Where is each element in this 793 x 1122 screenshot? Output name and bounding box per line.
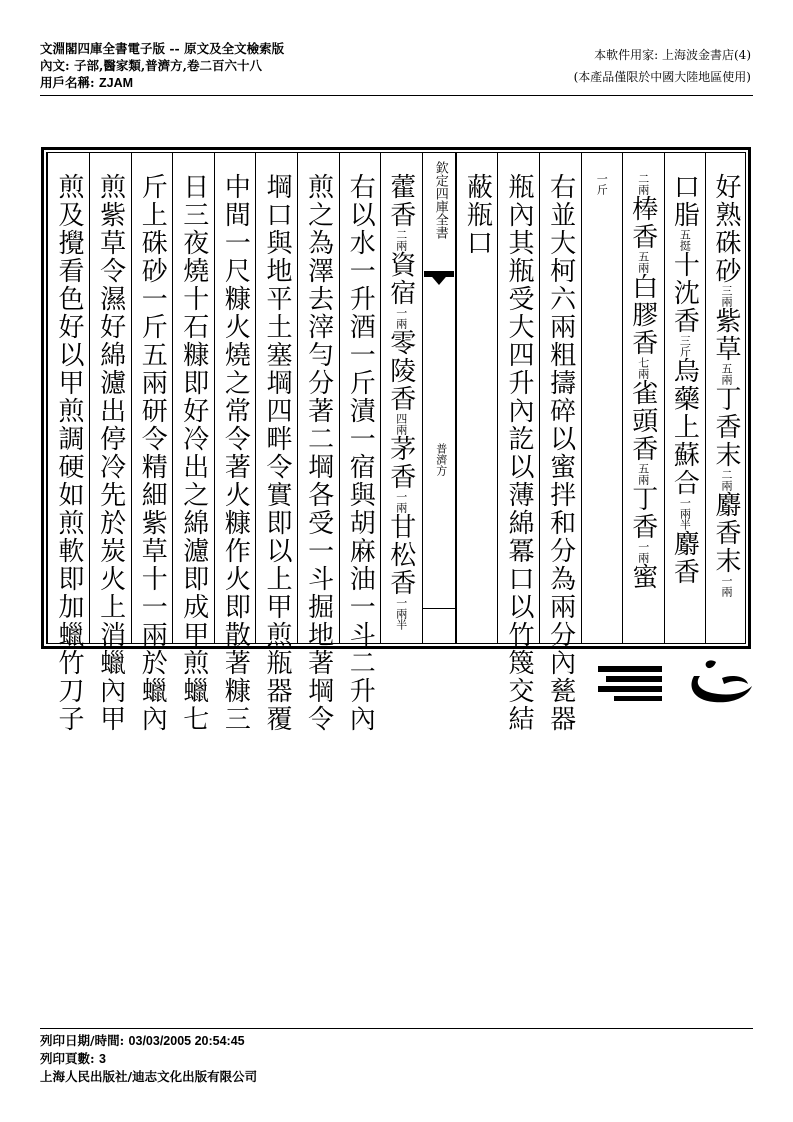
text-column: [456, 153, 498, 643]
header-divider: [40, 95, 753, 96]
main-text: 麝香: [669, 530, 700, 586]
main-text: 好熟硃砂: [710, 173, 741, 285]
column-text: [582, 173, 623, 195]
print-date-label: 列印日期/時間:: [40, 1033, 125, 1048]
text-column: [581, 153, 623, 643]
text-column: [339, 153, 381, 733]
text-column: [214, 153, 256, 733]
column-text: [132, 173, 173, 733]
licensee: 本軟件用家: 上海波金書店(4): [594, 48, 751, 62]
user-label: 用戶名稱:: [40, 75, 95, 90]
print-date: [40, 1032, 257, 1050]
annotation-text: 四兩: [394, 413, 408, 435]
main-text: 上蘇合: [669, 413, 700, 497]
main-text: 日三夜燒十石糠即好冷出之綿濾即成甲煎蠟七: [178, 173, 209, 733]
text-column: [297, 153, 339, 733]
text-column: [664, 153, 706, 643]
annotation-text: 二兩: [394, 229, 408, 251]
main-text: 雀頭香: [627, 379, 658, 463]
main-text: 丁香: [627, 485, 658, 541]
footer: [40, 1032, 257, 1086]
column-text: [665, 173, 706, 586]
print-date-value: 03/03/2005 20:54:45: [128, 1034, 245, 1048]
main-text: 斤上硃砂一斤五兩研令精細紫草十一兩於蠟內: [137, 173, 168, 733]
annotation-text: 二兩: [636, 173, 650, 195]
main-text: 紫草: [710, 307, 741, 363]
text-column: [497, 153, 539, 733]
main-text: 煎之為澤去滓勻分著二堈各受一斗掘地著堈令: [303, 173, 334, 733]
text-column: [539, 153, 581, 733]
annotation-text: 一兩: [636, 541, 650, 563]
column-text: [706, 173, 747, 597]
footer-divider: [40, 1028, 753, 1029]
main-text: 資宿: [385, 251, 416, 307]
column-text: [90, 173, 131, 733]
main-text: 十沈香: [669, 251, 700, 335]
text-column: [172, 153, 214, 733]
header-left: [40, 40, 284, 92]
page-frame: [41, 147, 751, 733]
text-area: [46, 152, 746, 733]
text-column: [131, 153, 173, 733]
column-text: [340, 173, 381, 733]
annotation-text: 三斤: [678, 335, 692, 357]
main-text: 中間一尺糠火燒之常令著火糠作火即散著糠三: [220, 173, 251, 733]
fish-tail-icon: [427, 271, 451, 285]
column-text: [256, 173, 297, 733]
main-text: 蔽瓶口: [462, 173, 493, 257]
annotation-text: 二兩: [719, 469, 733, 491]
spine-subtitle: 普濟方: [434, 443, 448, 476]
column-text: [48, 173, 89, 733]
annotation-text: 一兩: [394, 491, 408, 513]
spine-title: 欽定四庫全書: [432, 161, 448, 239]
text-column: [255, 153, 297, 733]
spine-divider: [423, 608, 455, 609]
main-text: 藿香: [385, 173, 416, 229]
annotation-text: 七兩: [636, 357, 650, 379]
text-column: [622, 153, 664, 643]
restriction-note: (本產品僅限於中國大陸地區使用): [573, 70, 751, 84]
print-pages: [40, 1050, 257, 1068]
main-text: 茅香: [385, 435, 416, 491]
annotation-text: 五兩: [719, 363, 733, 385]
column-text: [173, 173, 214, 733]
annotation-text: 五兩: [636, 251, 650, 273]
annotation-text: 一兩: [394, 307, 408, 329]
main-text: 瓶內其瓶受大四升內訖以薄綿冪口以竹篾交結: [503, 173, 534, 733]
text-column: [380, 153, 422, 643]
main-text: 棒香: [627, 195, 658, 251]
main-text: 堈口與地平土塞堈四畔令實即以上甲煎瓶器覆: [261, 173, 292, 733]
print-pages-value: 3: [98, 1052, 106, 1066]
main-text: 蜜: [627, 563, 658, 591]
text-column: [705, 153, 747, 643]
main-text: 白膠香: [627, 273, 658, 357]
main-text: 右並大柯六兩粗擣碎以蜜拌和分為兩分內甆器: [545, 173, 576, 733]
main-text: 煎及攪看色好以甲煎調硬如煎軟即加蠟竹刀子: [53, 173, 84, 733]
column-text: [498, 173, 539, 733]
main-text: 零陵香: [385, 329, 416, 413]
main-text: 煎紫草令濕好綿濾出停冷先於炭火上消蠟內甲: [95, 173, 126, 733]
column-text: [298, 173, 339, 733]
main-text: 甘松香: [385, 513, 416, 597]
header-content-path: 內文: 子部,醫家類,普濟方,卷二百六十八: [40, 58, 263, 73]
annotation-text: 五兩: [636, 463, 650, 485]
book-spine-column: [422, 153, 456, 643]
column-text: [215, 173, 256, 733]
column-text: [457, 173, 498, 257]
publisher: 上海人民出版社/迪志文化出版有限公司: [40, 1069, 258, 1084]
annotation-text: 一斤: [595, 173, 609, 195]
text-column: [89, 153, 131, 733]
main-text: 口脂: [669, 173, 700, 229]
print-pages-label: 列印頁數:: [40, 1051, 95, 1066]
header-right: [574, 44, 751, 88]
main-text: 烏藥: [669, 357, 700, 413]
main-text: 麝香末: [710, 491, 741, 575]
annotation-text: 一兩半: [678, 497, 692, 530]
column-text: [381, 173, 422, 630]
user-value: ZJAM: [98, 76, 134, 90]
column-text: [623, 173, 664, 591]
main-text: 右以水一升酒一斤漬一宿與胡麻油一斗二升內: [345, 173, 376, 733]
header-user: [40, 74, 284, 92]
text-column: [47, 153, 89, 733]
annotation-text: 一兩: [719, 575, 733, 597]
annotation-text: 三兩: [719, 285, 733, 307]
column-text: [540, 173, 581, 733]
publisher-logo-icon: [596, 656, 756, 712]
header-title: 文淵閣四庫全書電子版 -- 原文及全文檢索版: [40, 41, 285, 56]
main-text: 丁香末: [710, 385, 741, 469]
annotation-text: 五挺: [678, 229, 692, 251]
annotation-text: 一兩半: [394, 597, 408, 630]
